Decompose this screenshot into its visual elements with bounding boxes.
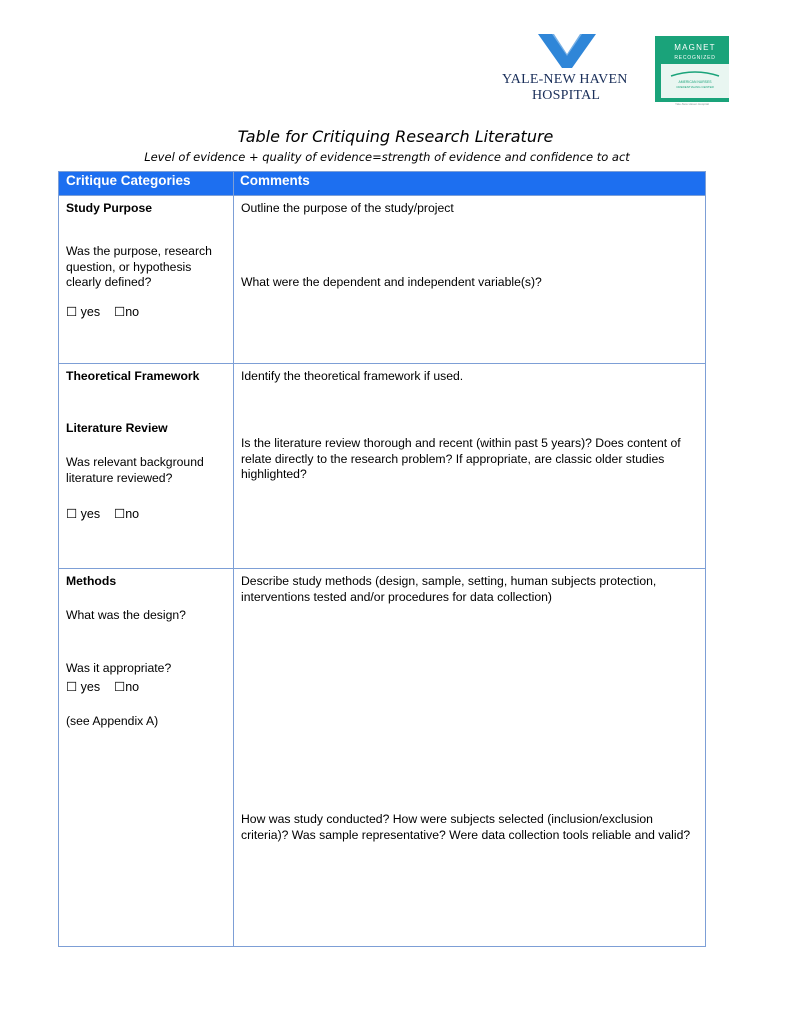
yale-new-haven-v-logo-icon	[538, 34, 596, 68]
critique-category-cell	[59, 196, 234, 364]
column-header-categories: Critique Categories	[59, 172, 234, 196]
magnet-line1: MAGNET	[674, 43, 716, 52]
magnet-line2: RECOGNIZED	[674, 55, 716, 61]
comment-prompt: What were the dependent and independent variable(s)?	[241, 275, 542, 289]
page-subtitle	[0, 150, 682, 164]
comments-cell[interactable]	[234, 196, 706, 364]
comment-prompt: Describe study methods (design, sample, setting, human subjects protection, interventions tested and/or procedures for data collection)	[241, 574, 657, 604]
comment-prompt: Is the literature review thorough and recent (within past 5 years)? Does content of relate directly to the research problem? If appropriate, are classic older studies highlighted?	[241, 436, 681, 481]
table-row	[59, 569, 706, 947]
row-question: Was it appropriate?	[66, 661, 172, 675]
critique-category-cell	[59, 569, 234, 947]
magnet-line4: CREDENTIALING CENTER	[676, 85, 714, 89]
row-heading-study-purpose: Study Purpose	[66, 201, 153, 215]
table-header-row	[59, 172, 706, 196]
page-title: Table for Critiquing Research Literature	[237, 127, 554, 146]
comment-prompt: Outline the purpose of the study/project	[241, 201, 454, 215]
yes-no-checkboxes[interactable]: ☐ yes ☐no	[66, 680, 140, 694]
table-row	[59, 196, 706, 364]
yes-no-checkboxes[interactable]: ☐ yes ☐no	[66, 507, 140, 521]
table-row	[59, 364, 706, 569]
hospital-logo	[502, 34, 632, 104]
row-heading-theoretical-framework: Theoretical Framework	[66, 369, 200, 383]
comments-cell[interactable]	[234, 364, 706, 569]
row-question: Was the purpose, research question, or hypothesis clearly defined?	[66, 244, 212, 289]
critique-category-cell	[59, 364, 234, 569]
comment-prompt: Identify the theoretical framework if used.	[241, 369, 464, 383]
magnet-line3: AMERICAN NURSES	[678, 80, 712, 84]
hospital-name-line1: YALE-NEW HAVEN	[502, 72, 628, 87]
magnet-caption: Yale-New Haven Hospital	[675, 102, 709, 106]
magnet-recognized-badge	[655, 36, 729, 102]
comments-cell[interactable]	[234, 569, 706, 947]
subtitle-text: Level of evidence + quality of evidence=strength of evidence and confidence to act	[144, 150, 630, 164]
critique-table	[58, 171, 706, 947]
comment-prompt: How was study conducted? How were subjects selected (inclusion/exclusion criteria)? Was sample representative? Were data collection tools reliable and valid?	[241, 812, 691, 842]
row-question: Was relevant background literature reviewed?	[66, 455, 204, 485]
hospital-name-line2: HOSPITAL	[532, 88, 601, 103]
row-note: (see Appendix A)	[66, 714, 159, 728]
row-question: What was the design?	[66, 608, 186, 622]
column-header-comments: Comments	[234, 172, 706, 196]
row-heading-literature-review: Literature Review	[66, 421, 168, 435]
row-heading-methods: Methods	[66, 574, 117, 588]
yes-no-checkboxes[interactable]: ☐ yes ☐no	[66, 305, 140, 319]
